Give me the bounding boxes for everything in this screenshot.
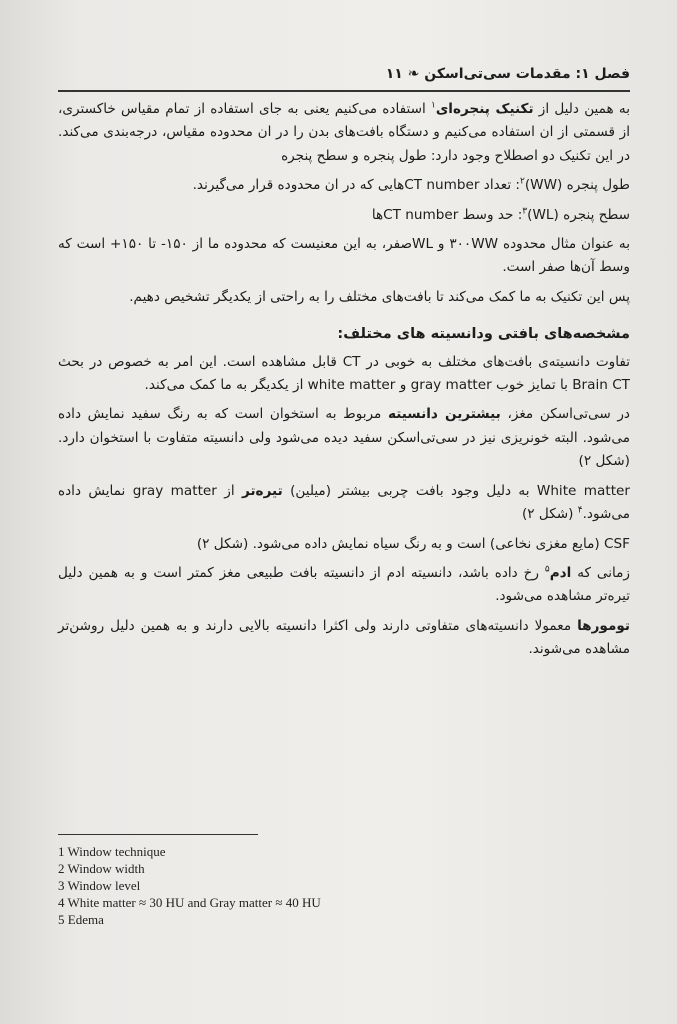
text-run: از gray matter نمایش داده می‌شود.	[58, 482, 630, 523]
footnote-ref: ۲	[520, 176, 525, 187]
footnote-ref: ۱	[430, 100, 436, 111]
paragraph	[58, 204, 630, 227]
footnote: 5 Edema	[58, 912, 104, 927]
chapter-title	[386, 66, 630, 82]
running-header	[58, 64, 630, 92]
text-run: زمانی که	[571, 564, 630, 581]
paragraph	[58, 562, 630, 609]
paragraph	[58, 98, 630, 168]
footnote-ref: ۴	[577, 505, 583, 516]
bold-term: تیره‌تر	[241, 482, 283, 499]
footnote-divider	[58, 834, 258, 835]
leaf-ornament-icon: ❧	[407, 66, 420, 82]
text-run: سطح پنجره (WL)	[527, 206, 630, 223]
text-run: رخ داده باشد، دانسیته ادم از دانسیته بافت طبیعی مغز کمتر است و به همین دلیل تیره‌تر مشاهده می‌شود.	[58, 564, 630, 605]
paragraph	[58, 615, 630, 662]
text-run: : تعداد CT numberهایی که در ان محدوده قرار می‌گیرند.	[192, 177, 520, 194]
bold-term: تومورها	[577, 617, 630, 634]
paragraph: تفاوت دانسیته‌ی بافت‌های مختلف به خوبی در CT قابل مشاهده است. این امر به خصوص در بحث Brain CT با تمایز خوب gray matter و white matter از یکدیگر به ما کمک می‌کند.	[58, 353, 630, 394]
footnote: 2 Window width	[58, 861, 145, 876]
bold-term: تکنیک پنجره‌ای	[435, 101, 534, 117]
text-run: استفاده می‌کنیم یعنی به جای استفاده از تمام مقیاس خاکستری، از قسمتی از ان استفاده می‌کنیم و دستگاه بافت‌های بدن را در ان محدوده مقیاس، درجه‌بندی می‌کند. در این تکنیک دو اصطلاح وجود دارد: طول پنجره و سطح پنجره	[58, 101, 630, 164]
text-run: معمولا دانسیته‌های متفاوتی دارند ولی اکثرا دانسیته بالایی دارند و به همین دلیل روشن‌تر مشاهده می‌شوند.	[58, 617, 630, 658]
text-run: White matter به دلیل وجود بافت چربی بیشتر (میلین)	[282, 482, 630, 499]
paragraph	[58, 174, 630, 197]
text-run: : حد وسط CT numberها	[371, 206, 523, 223]
section-heading: مشخصه‌های بافتی ودانسیته های مختلف:	[337, 326, 630, 343]
text-run: (شکل ۲)	[521, 506, 578, 523]
paragraph: CSF (مایع مغزی نخاعی) است و به رنگ سیاه نمایش داده می‌شود. (شکل ۲)	[196, 535, 630, 552]
text-run: در سی‌تی‌اسکن مغز،	[500, 406, 630, 423]
paragraph	[58, 480, 630, 527]
bold-term: ادم	[549, 564, 572, 581]
footnote-ref: ۳	[522, 206, 528, 217]
text-run: مربوط به استخوان است که به رنگ سفید نمایش داده می‌شود. البته خونریزی نیز در سی‌تی‌اسکن سفید دیده می‌شود ولی دانسیته متفاوت با استخوان دارد. (شکل ۲)	[58, 406, 630, 470]
chapter-label: فصل ۱: مقدمات سی‌تی‌اسکن	[424, 66, 630, 82]
text-run: به همین دلیل از	[533, 101, 630, 117]
text-run: طول پنجره (WW)	[524, 177, 630, 194]
footnote: 3 Window level	[58, 878, 141, 893]
footnote: 1 Window technique	[58, 844, 166, 859]
main-text	[58, 98, 630, 668]
paragraph: به عنوان مثال محدوده ۳۰۰WW و WLصفر، به این معنیست که محدوده ما از ۱۵۰- تا ۱۵۰+ است که وسط آن‌ها صفر است.	[58, 236, 630, 276]
paragraph: پس این تکنیک به ما کمک می‌کند تا بافت‌های مختلف را به راحتی از یکدیگر تشخیص دهیم.	[129, 288, 630, 305]
bold-term: بیشترین دانسیته	[387, 406, 501, 423]
page-number: ۱۱	[385, 66, 403, 82]
footnote-ref: ۵	[544, 564, 550, 575]
paragraph	[58, 403, 630, 473]
footnotes	[58, 843, 458, 928]
footnote: 4 White matter ≈ 30 HU and Gray matter ≈ 40 HU	[58, 895, 321, 910]
